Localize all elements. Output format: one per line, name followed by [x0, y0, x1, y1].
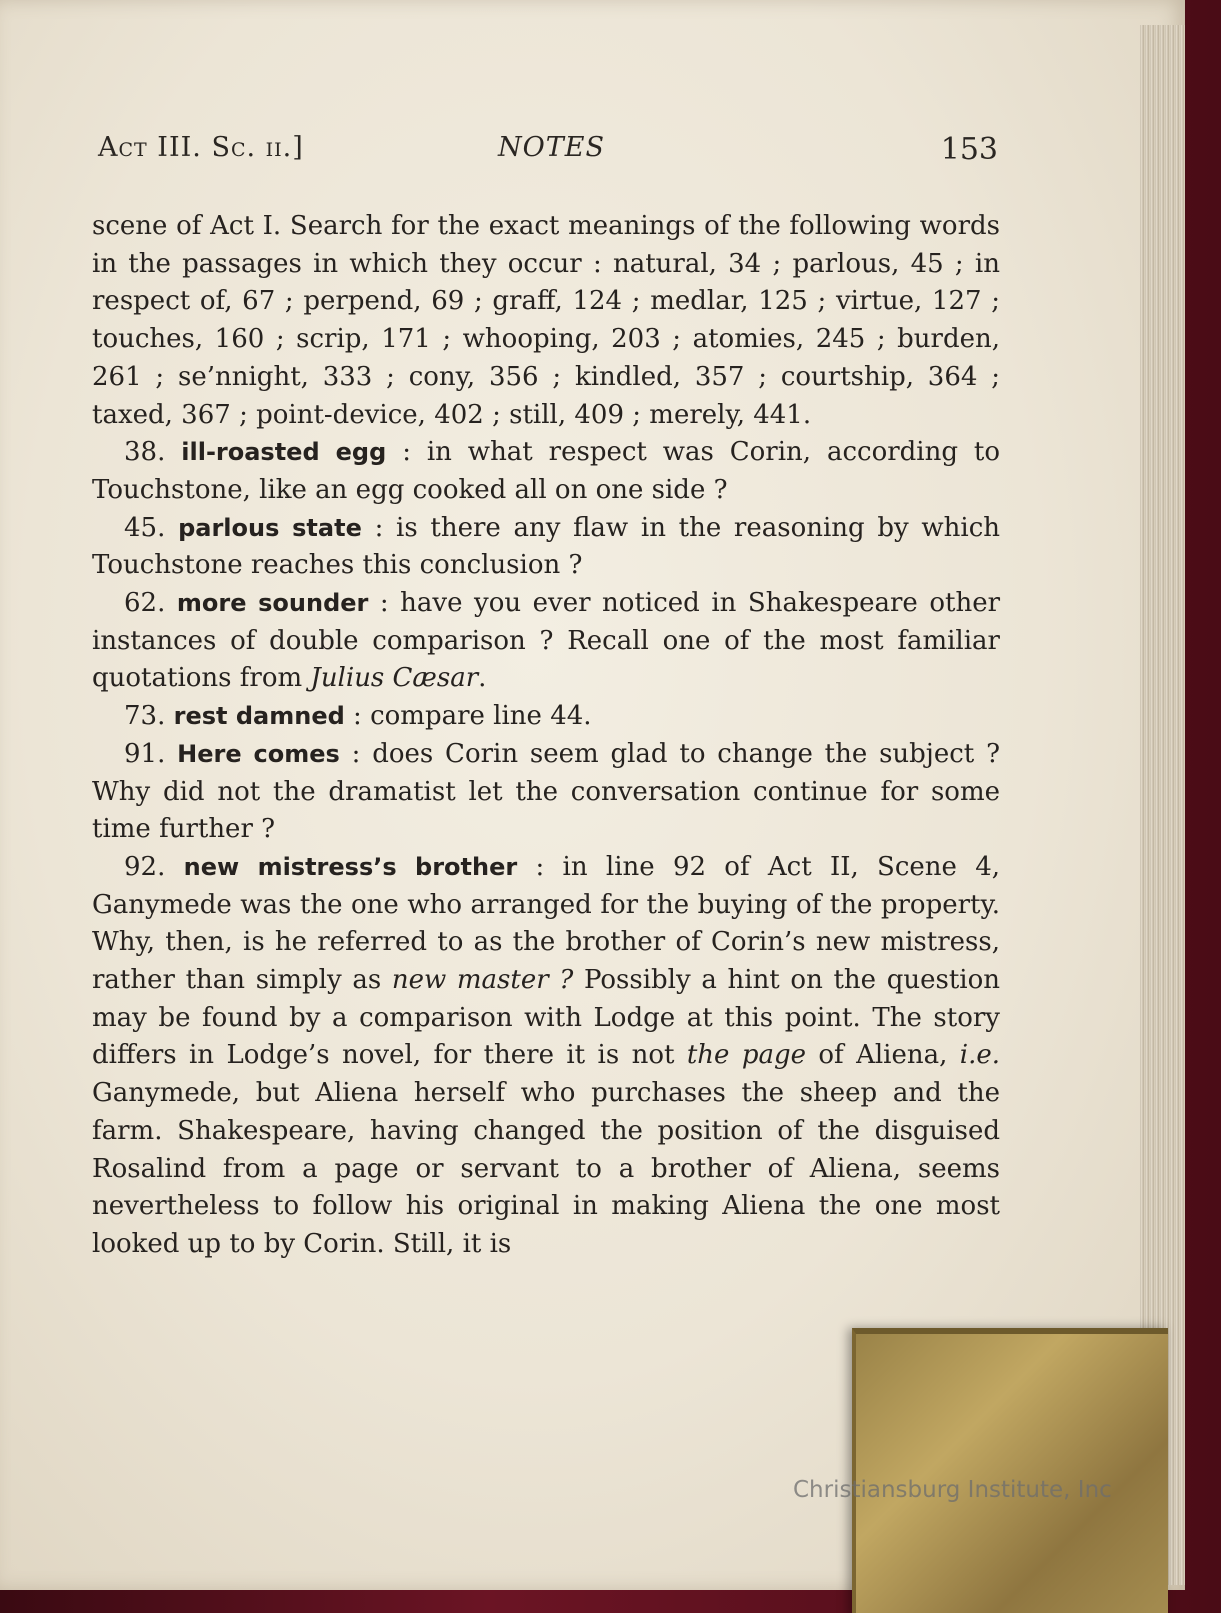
note-text: of Aliena, [818, 1040, 948, 1071]
note-number: 38. [124, 437, 166, 468]
note-number: 91. [124, 738, 166, 769]
note-lemma: ill-roasted egg [181, 438, 387, 467]
note-92 [92, 849, 1000, 1264]
note-text: : have you ever noticed in Shakespeare other instances of double comparison ? Recall one of the most familiar quotations from [92, 588, 1001, 694]
note-number: 45. [124, 512, 166, 543]
note-number: 92. [124, 851, 166, 882]
note-text: Possibly a hint on the question may be found by a comparison with Lodge at this point. The story differs in Lodge’s novel, for there it is not [92, 965, 1001, 1071]
notes-body [92, 208, 1000, 1264]
watermark: Christiansburg Institute, Inc [793, 1477, 1112, 1503]
running-head-act-scene: Act III. Sc. ii.] [98, 132, 304, 163]
note-lemma: rest damned [173, 702, 345, 731]
note-lemma: new mistress’s brother [183, 852, 518, 881]
note-text-end: . [478, 663, 487, 694]
note-lemma: Here comes [177, 739, 340, 768]
note-text: : in what respect was Corin, according to Touchstone, like an egg cooked all on one side ? [92, 437, 1001, 505]
note-73 [92, 698, 1000, 736]
intro-paragraph: scene of Act I. Search for the exact meanings of the following words in the passages in which they occur : natural, 34 ; parlous, 45 ; in respect of, 67 ; perpend, 69 ; graff, 124 ; medlar, 125 ; virtue, 127 ; touches, 160 ; scrip, 171 ; whooping, 203 ; atomies, 245 ; burden, 261 ; se’nnight, 333 ; cony, 356 ; kindled, 357 ; courtship, 364 ; taxed, 367 ; point-device, 402 ; still, 409 ; merely, 441. [92, 211, 1000, 430]
note-text: : compare line 44. [353, 701, 592, 732]
running-head [98, 132, 998, 172]
note-text: : does Corin seem glad to change the subject ? Why did not the dramatist let the conversation continue for some time further ? [92, 738, 1001, 845]
note-38 [92, 434, 1000, 509]
note-italic-title: Julius Cæsar [310, 663, 479, 694]
note-62 [92, 585, 1000, 698]
brass-page-clip [852, 1328, 1168, 1613]
note-number: 62. [124, 588, 166, 619]
note-italic: the page [686, 1040, 806, 1071]
note-italic: new master ? [391, 965, 574, 996]
note-text: : is there any flaw in the reasoning by which Touchstone reaches this conclusion ? [92, 512, 1001, 581]
note-91 [92, 736, 1000, 849]
page-number: 153 [940, 132, 998, 167]
running-head-title: NOTES [498, 132, 605, 163]
note-text: Ganymede, but Aliena herself who purchases the sheep and the farm. Shakespeare, having changed the position of the disguised Rosalind from a page or servant to a brother of Aliena, seems nevertheless to follow his original in making Aliena the one most looked up to by Corin. Still, it is [92, 1078, 1000, 1259]
note-lemma: more sounder [176, 589, 369, 618]
note-italic: i.e. [959, 1040, 1001, 1071]
note-lemma: parlous state [178, 513, 362, 542]
note-number: 73. [124, 701, 166, 732]
note-45 [92, 510, 1000, 585]
note-text: : in line 92 of Act II, Scene 4, Ganymede was the one who arranged for the buying of the property. Why, then, is he referred to as the brother of Corin’s new mistress, rather than simply as [92, 851, 1001, 996]
